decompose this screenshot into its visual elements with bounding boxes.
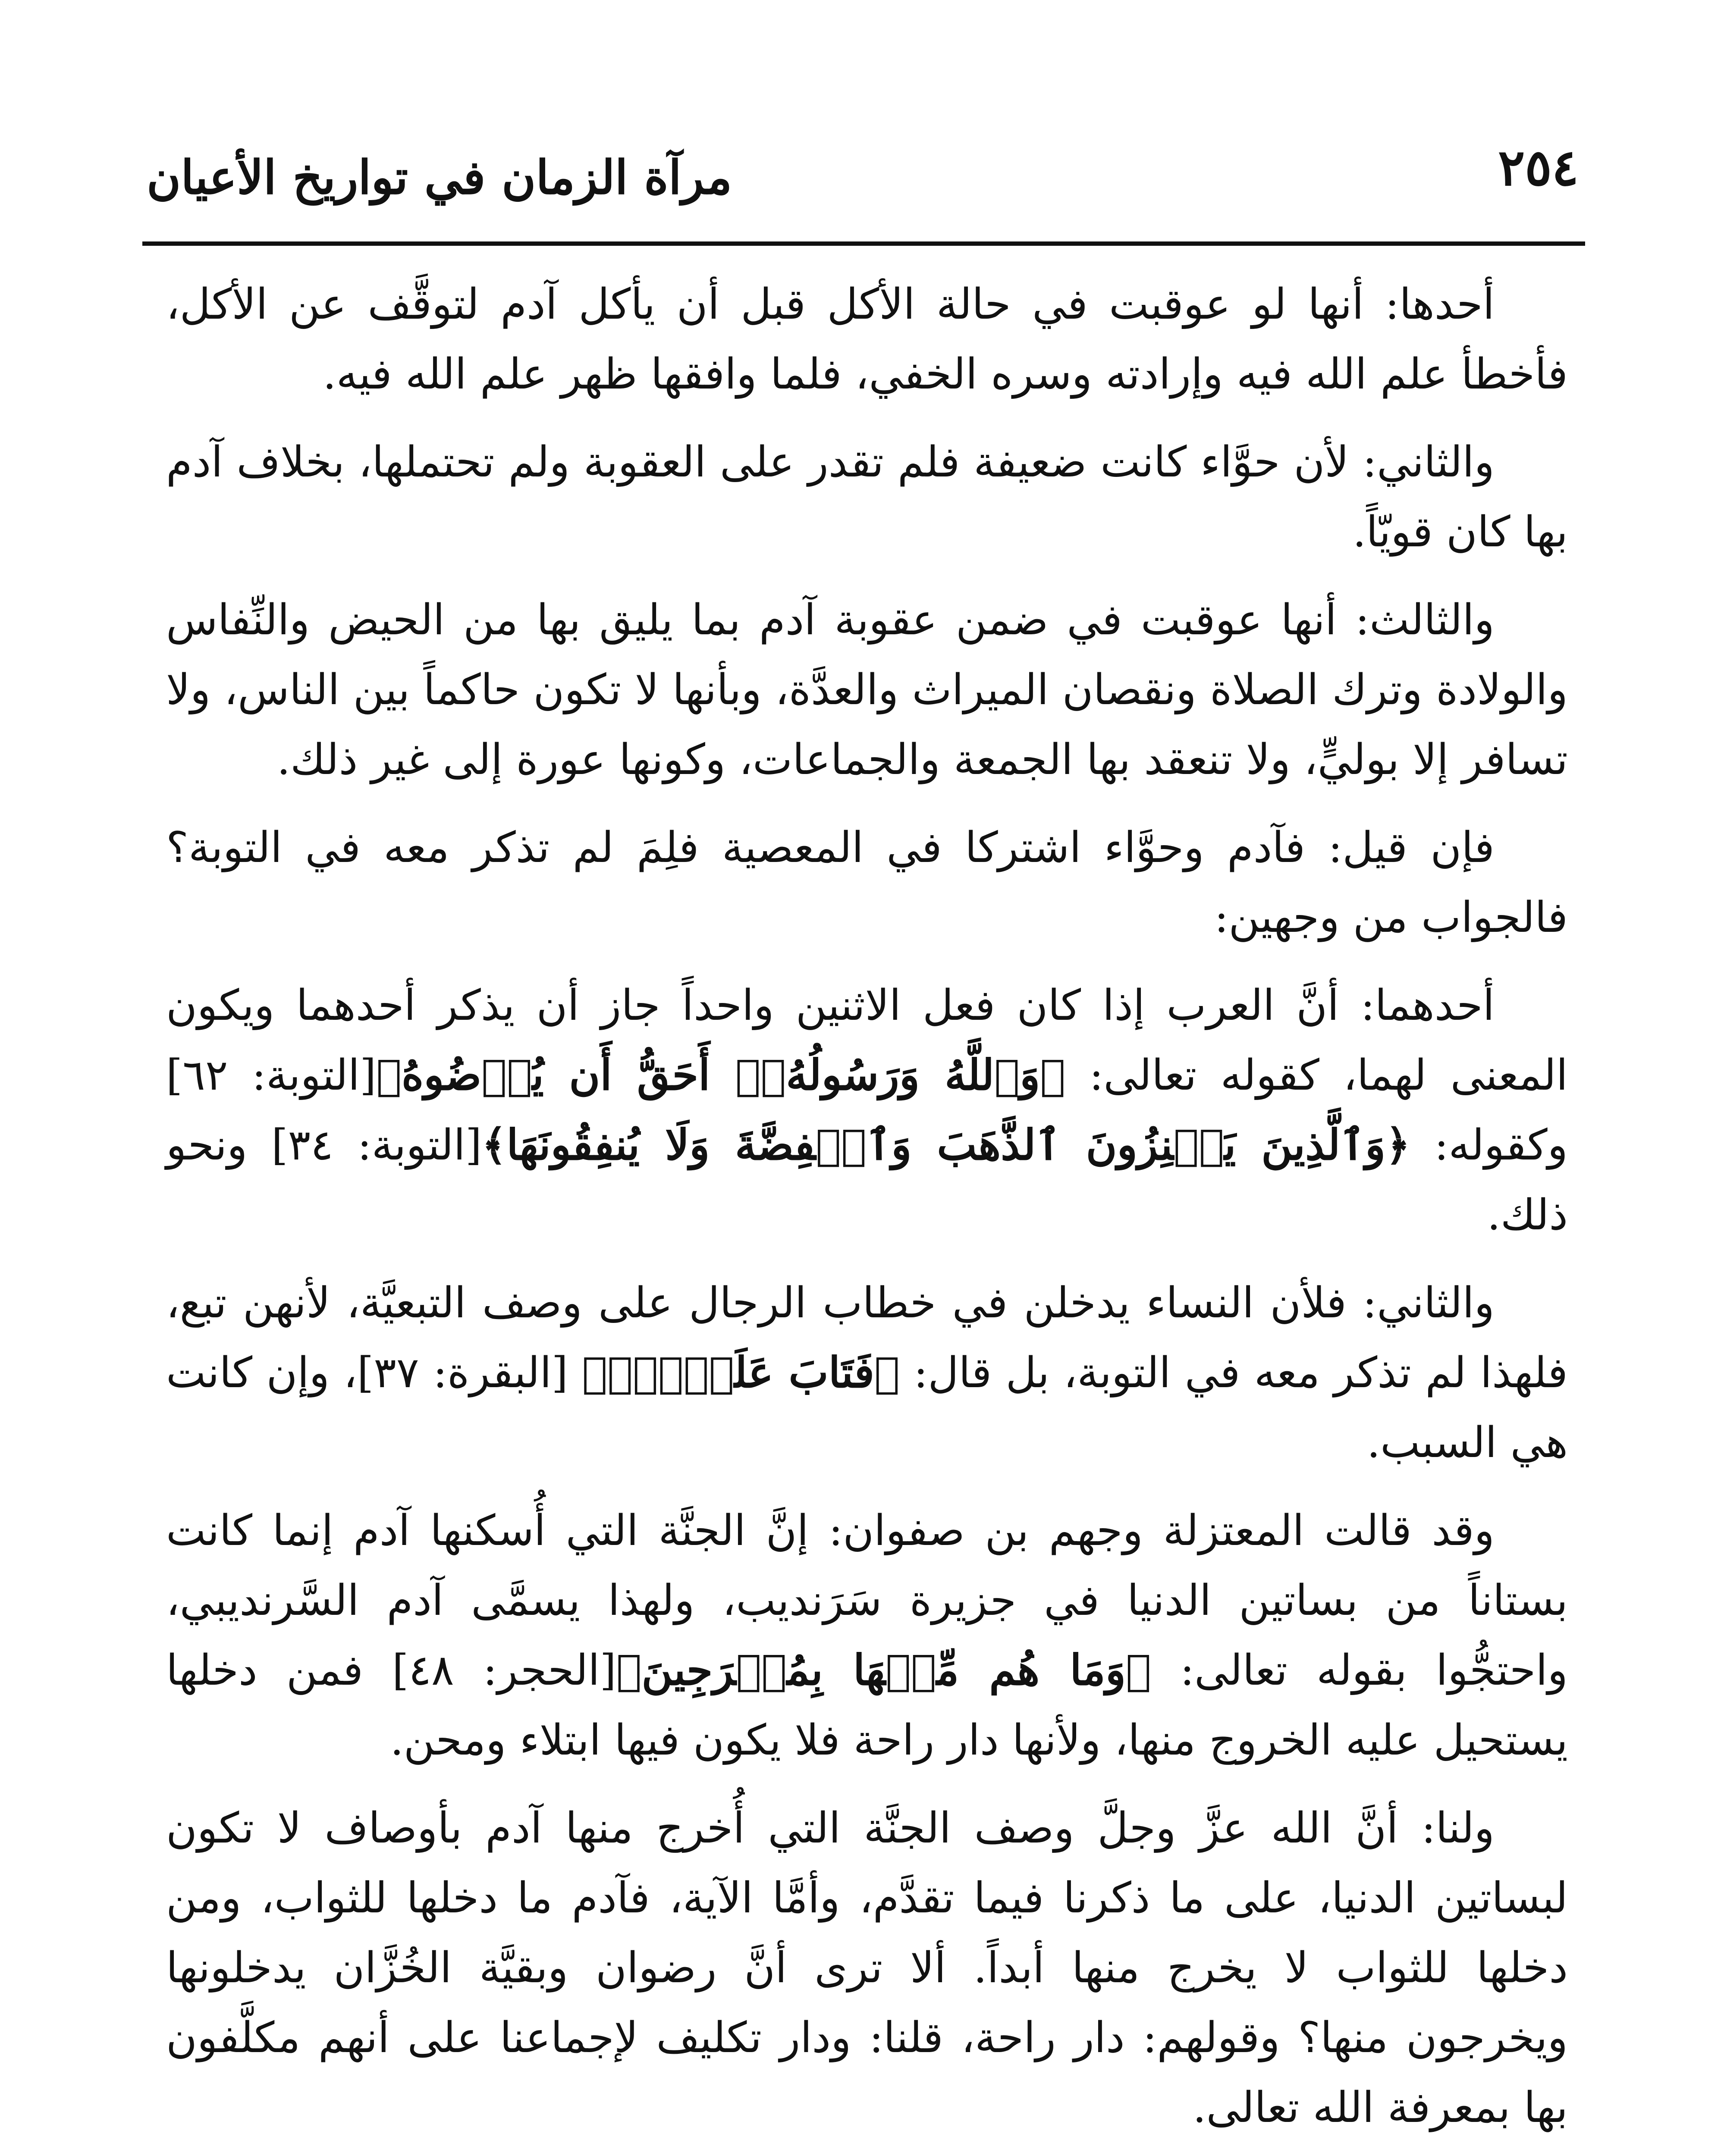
paragraph-text: فإن قيل: فآدم وحوَّاء اشتركا في المعصية فلِمَ لم تذكر معه في التوبة؟ فالجواب من وجهين:	[166, 823, 1568, 942]
paragraph	[166, 585, 1568, 795]
quran-verse: ﴿فَتَابَ عَلَيۡهِۚ﴾	[582, 1348, 900, 1398]
paragraph-text: ولنا: أنَّ الله عزَّ وجلَّ وصف الجنَّة التي أُخرج منها آدم بأوصاف لا تكون لبساتين الدنيا، على ما ذكرنا فيما تقدَّم، وأمَّا الآية، فآدم ما دخلها للثواب، ومن دخلها للثواب لا يخرج منها أبداً. ألا ترى أنَّ رضوان وبقيَّة الخُزَّان يدخلونها ويخرجون منها؟ وقولهم: دار راحة، قلنا: ودار تكليف لإجماعنا على أنهم مكلَّفون بها بمعرفة الله تعالى.	[166, 1804, 1568, 2132]
page-number: ٢٥٤	[1498, 138, 1579, 197]
header-divider	[142, 241, 1585, 246]
quran-verse: ﴿وَٱلَّذِينَ يَكۡنِزُونَ ٱلذَّهَبَ وَٱلۡفِضَّةَ وَلَا يُنفِقُونَهَا﴾	[481, 1120, 1410, 1170]
paragraph	[166, 427, 1568, 567]
quran-verse: ﴿وَٱللَّهُ وَرَسُولُهُۥٓ أَحَقُّ أَن يُرۡضُوهُ﴾	[376, 1050, 1066, 1100]
paragraph-text: [البقرة: ٣٧]، وإن كانت هي السبب.	[166, 1348, 1568, 1467]
body-text	[166, 270, 1568, 2156]
quran-verse: ﴿وَمَا هُم مِّنۡهَا بِمُخۡرَجِينَ﴾	[616, 1645, 1151, 1695]
paragraph	[166, 270, 1568, 409]
paragraph	[166, 1268, 1568, 1478]
paragraph	[166, 971, 1568, 1250]
running-title: مرآة الزمان في تواريخ الأعيان	[147, 150, 732, 205]
paragraph-text: [الحجر: ٤٨] فمن دخلها يستحيل عليه الخروج منها، ولأنها دار راحة فلا يكون فيها ابتلاء ومحن.	[166, 1646, 1568, 1765]
page-header	[147, 129, 1579, 229]
paragraph	[166, 1793, 1568, 2143]
paragraph-text: أحدها: أنها لو عوقبت في حالة الأكل قبل أن يأكل آدم لتوقَّف عن الأكل، فأخطأ علم الله فيه وإرادته وسره الخفي، فلما وافقها ظهر علم الله فيه.	[166, 280, 1568, 399]
paragraph	[166, 1496, 1568, 1775]
paragraph-text: وقد قالت المعتزلة وجهم بن صفوان: إنَّ الجنَّة التي أُسكنها آدم إنما كانت بستاناً من بساتين الدنيا في جزيرة سَرَنديب، ولهذا يسمَّى آدم السَّرنديبي، واحتجُّوا بقوله تعالى:	[166, 1506, 1568, 1695]
paragraph-text: والثاني: فلأن النساء يدخلن في خطاب الرجال على وصف التبعيَّة، لأنهن تبع، فلهذا لم تذكر معه في التوبة، بل قال:	[166, 1279, 1568, 1398]
paragraph-text: والثالث: أنها عوقبت في ضمن عقوبة آدم بما يليق بها من الحيض والنِّفاس والولادة وترك الصلاة ونقصان الميراث والعدَّة، وبأنها لا تكون حاكماً بين الناس، ولا تسافر إلا بوليٍّ، ولا تنعقد بها الجمعة والجماعات، وكونها عورة إلى غير ذلك.	[166, 595, 1568, 784]
paragraph-text: والثاني: لأن حوَّاء كانت ضعيفة فلم تقدر على العقوبة ولم تحتملها، بخلاف آدم بها كان قويّاً.	[166, 438, 1568, 557]
paragraph-text: [التوبة: ٣٤] ونحو ذلك.	[166, 1121, 1568, 1240]
paragraph-text: أحدهما: أنَّ العرب إذا كان فعل الاثنين واحداً جاز أن يذكر أحدهما ويكون المعنى لهما، كقوله تعالى:	[166, 981, 1568, 1100]
paragraph	[166, 813, 1568, 953]
paragraph-text: [التوبة: ٦٢] وكقوله:	[166, 1051, 1568, 1170]
